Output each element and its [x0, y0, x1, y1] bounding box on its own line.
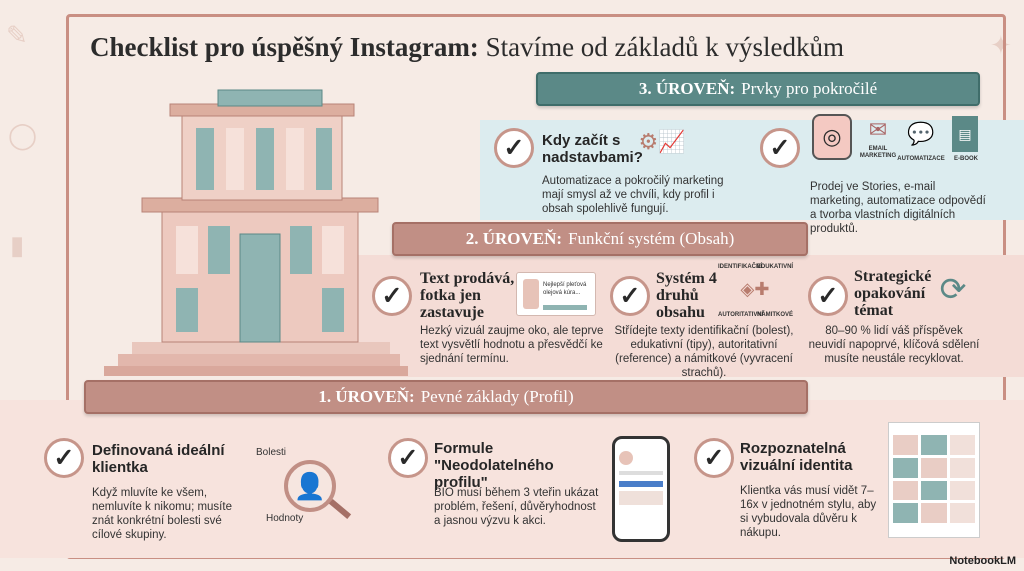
level3-banner: 3. ÚROVEŇ: Prvky pro pokročilé — [536, 72, 980, 106]
makeup-brush-icon: ✎ — [6, 20, 28, 50]
building-illustration — [98, 84, 418, 384]
automation-label: AUTOMATIZACE — [897, 156, 945, 162]
checkmark-icon: ✓ — [494, 128, 534, 168]
post-preview-text: Nejlepší pleťová olejová kúra... — [543, 282, 587, 296]
email-marketing-label: EMAIL MARKETING — [859, 146, 897, 159]
type-identification-label: IDENTIFIKAČNÍ — [718, 264, 762, 270]
ideal-client-desc: Když mluvíte ke všem, nemluvíte k nikomu; musíte znát konkrétní bolesti své cílové skupiny. — [92, 487, 232, 541]
recycle-icon: ⟳ — [939, 271, 967, 307]
visual-identity-title: Rozpoznatelná vizuální identita — [740, 440, 853, 474]
ideal-client-title: Definovaná ideální klientka — [92, 442, 225, 476]
chat-bubbles-icon: 💬 — [907, 121, 935, 146]
email-icon: ✉ — [868, 117, 888, 142]
instagram-phone-icon: ◎ — [812, 114, 852, 160]
level1-banner: 1. ÚROVEŇ: Pevné základy (Profil) — [84, 380, 808, 414]
profile-phone-mockup — [612, 436, 670, 542]
page-title: Checklist pro úspěšný Instagram: Stavíme od základů k výsledkům — [90, 32, 844, 62]
type-educational-label: EDUKATIVNÍ — [756, 264, 794, 270]
ebook-icon: ▤ — [952, 116, 978, 152]
checkmark-icon: ✓ — [372, 276, 412, 316]
checkmark-icon: ✓ — [760, 128, 800, 168]
checkmark-icon: ✓ — [610, 276, 650, 316]
gears-growth-chart-icon: ⚙📈 — [638, 129, 686, 154]
text-sells-title: Text prodává, fotka jen zastavuje — [420, 270, 515, 321]
type-objection-label: NÁMITKOVÉ — [757, 312, 793, 318]
ebook-label: E-BOOK — [954, 156, 978, 162]
checkmark-icon: ✓ — [694, 438, 734, 478]
visual-identity-desc: Klientka vás musí vidět 7–16x v jednotném stylu, aby si vybudovala důvěru k nákupu. — [740, 485, 877, 539]
content-types-icon: ◈✚ — [740, 278, 770, 299]
tools-desc: Prodej ve Stories, e-mail marketing, automatizace odpovědí a tvorba vlastních digitálních produktů. — [810, 181, 986, 235]
magnifier-persona-icon: 👤 — [284, 460, 336, 512]
four-content-types-desc: Střídejte texty identifikační (bolest), edukativní (tipy), autoritativní (reference) a námitkové (vyvracení strachů). — [614, 325, 794, 379]
when-to-start-desc: Automatizace a pokročilý marketing mají smysl až ve chvíli, kdy profil i obsah spolehlivě fungují. — [542, 175, 724, 215]
mirror-icon: ◯ — [8, 120, 38, 150]
values-label: Hodnoty — [266, 513, 304, 524]
sparkle-icon: ✦ — [990, 30, 1012, 60]
pain-label: Bolesti — [256, 447, 287, 458]
four-content-types-title: Systém 4 druhů obsahu — [656, 270, 717, 321]
strategic-repetition-title: Strategické opakování témat — [854, 268, 932, 319]
type-authority-label: AUTORITATIVNÍ — [718, 312, 764, 318]
when-to-start-title: Kdy začít s nadstavbami? — [542, 132, 643, 166]
irresistible-profile-desc: BIO musí během 3 vteřin ukázat problém, řešení, důvěryhodnost a jasnou výzvu k akci. — [434, 487, 599, 527]
irresistible-profile-title: Formule "Neodolatelného profilu" — [434, 440, 554, 491]
checkmark-icon: ✓ — [808, 276, 848, 316]
checkmark-icon: ✓ — [44, 438, 84, 478]
instagram-feed-grid — [888, 422, 980, 538]
text-sells-desc: Hezký vizuál zaujme oko, ale teprve text vysvětlí hodnotu a přesvědčí ke sjednání termínu. — [420, 325, 604, 365]
post-preview-card — [516, 272, 596, 316]
checkmark-icon: ✓ — [388, 438, 428, 478]
strategic-repetition-desc: 80–90 % lidí váš příspěvek neuvidí napoprvé, klíčová sdělení musíte neustále recyklovat. — [808, 325, 980, 365]
notebooklm-watermark: NotebookLM — [949, 555, 1016, 567]
level2-banner: 2. ÚROVEŇ: Funkční systém (Obsah) — [392, 222, 808, 256]
lipstick-icon: ▮ — [10, 230, 25, 260]
serum-bottle-icon — [523, 279, 539, 309]
